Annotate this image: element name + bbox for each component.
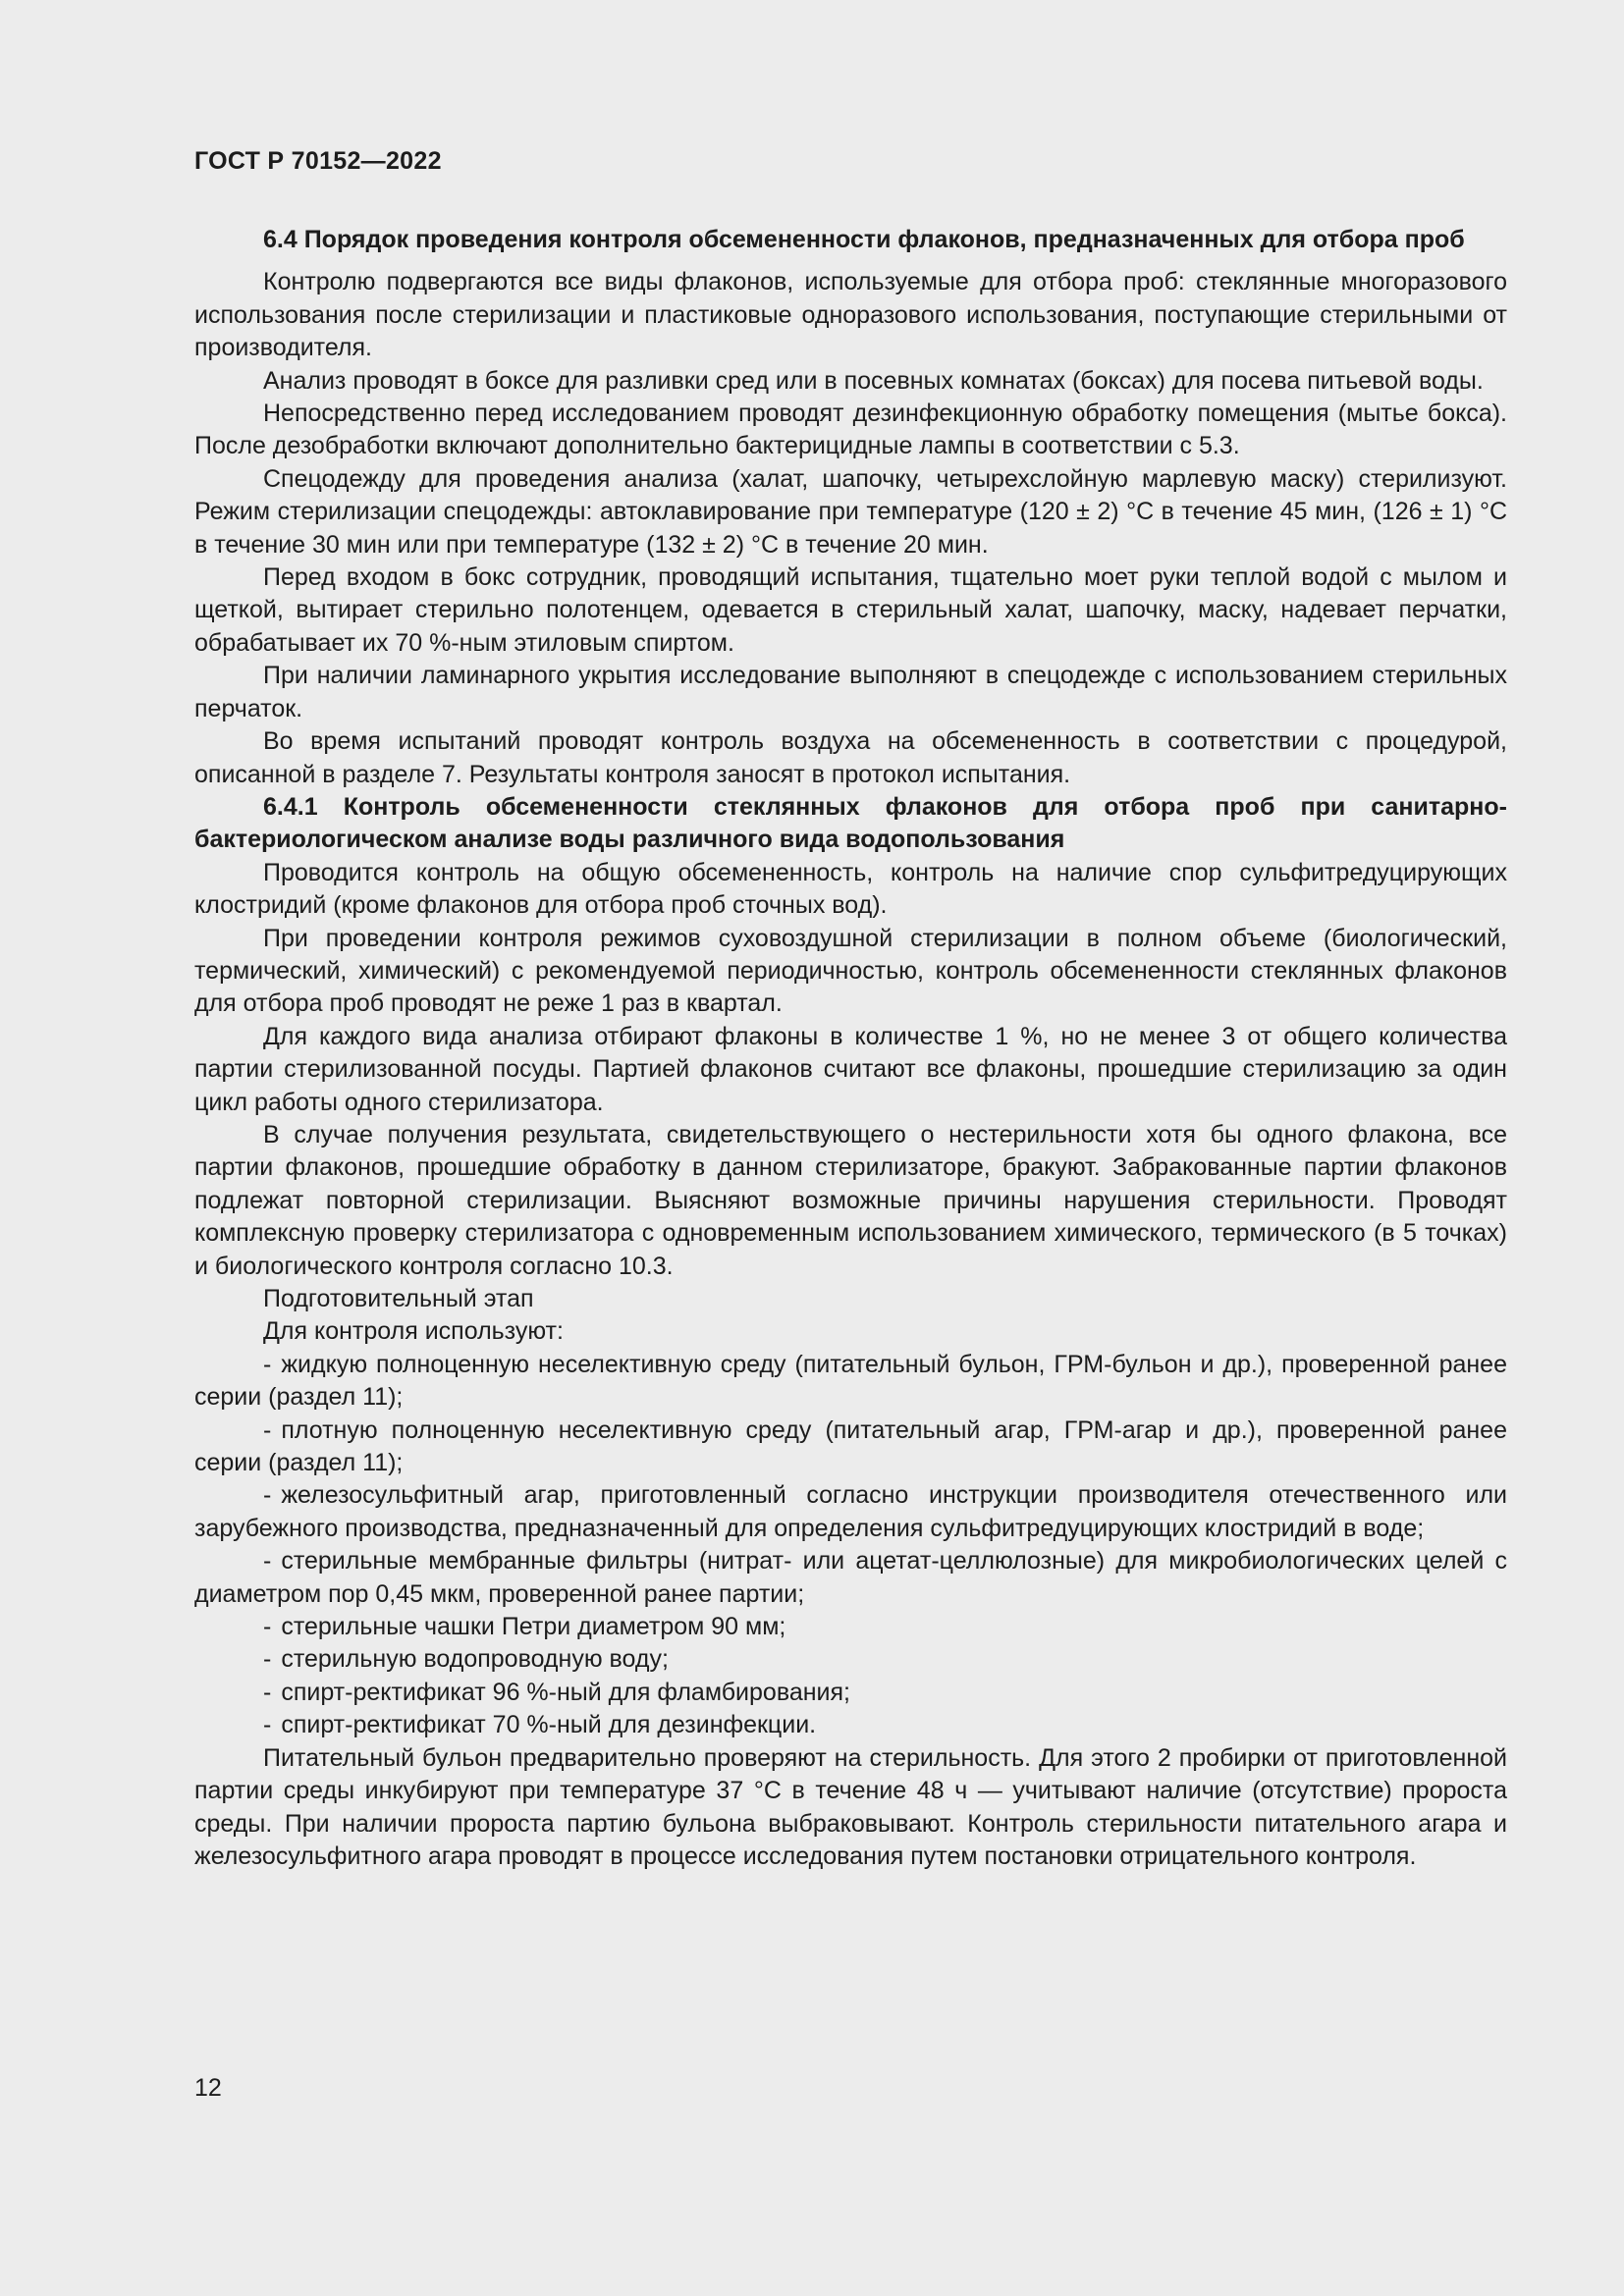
paragraph: Проводится контроль на общую обсемененность, контроль на наличие спор сульфитредуцирующих клостридий (кроме флаконов для отбора проб сточных вод). xyxy=(194,858,1507,920)
list-item-text: стерильные мембранные фильтры (нитрат- или ацетат-целлюлозные) для микробиологических целей с диаметром пор 0,45 мкм, проверенной ранее партии; xyxy=(194,1547,1507,1608)
list-item xyxy=(194,1349,1507,1415)
paragraph: В случае получения результата, свидетельствующего о нестерильности хотя бы одного флакона, все партии флаконов, прошедшие обработку в данном стерилизаторе, бракуют. Забракованные партии флаконов подлежат повторной стерилизации. Выясняют возможные причины нарушения стерильности. Проводят комплексную проверку стерилизатора с одновременным использованием химического, термического (в 5 точках) и биологического контроля согласно 10.3. xyxy=(194,1120,1507,1280)
page-content xyxy=(194,224,1507,1873)
list-item-text: стерильную водопроводную воду; xyxy=(281,1645,669,1674)
list-item xyxy=(194,1479,1507,1545)
prep-stage-label: Подготовительный этап xyxy=(263,1285,534,1312)
list-item xyxy=(194,1611,1507,1643)
dash-bullet: - xyxy=(263,1678,272,1706)
use-intro: Для контроля используют: xyxy=(263,1317,564,1346)
dash-bullet: - xyxy=(263,1547,272,1575)
list-item-text: спирт-ректификат 70 %-ный для дезинфекции. xyxy=(281,1711,817,1739)
paragraph: Перед входом в бокс сотрудник, проводящий испытания, тщательно моет руки теплой водой с мылом и щеткой, вытирает стерильно полотенцем, одевается в стерильный халат, шапочку, маску, надевает перчатки, обрабатывает их 70 %-ным этиловым спиртом. xyxy=(194,563,1507,657)
section-heading-6-4-1: 6.4.1 Контроль обсемененности стеклянных флаконов для отбора проб при санитарно-бактериологическом анализе воды различного вида водопользования xyxy=(194,792,1507,854)
paragraph: Для каждого вида анализа отбирают флаконы в количестве 1 %, но не менее 3 от общего количества партии стерилизованной посуды. Партией флаконов считают все флаконы, прошедшие стерилизацию за один цикл работы одного стерилизатора. xyxy=(194,1022,1507,1116)
list-item-text: жидкую полноценную неселективную среду (питательный бульон, ГРМ-бульон и др.), проверенной ранее серии (раздел 11); xyxy=(194,1350,1507,1412)
list-item xyxy=(194,1643,1507,1676)
list-item-text: железосульфитный агар, приготовленный согласно инструкции производителя отечественного или зарубежного производства, предназначенный для определения сульфитредуцирующих клостридий в воде; xyxy=(194,1481,1507,1542)
paragraph: Спецодежду для проведения анализа (халат, шапочку, четырехслойную марлевую маску) стерилизуют. Режим стерилизации спецодежды: автоклавирование при температуре (120 ± 2) °С в течение 45 мин, (126 ± 1) °С в течение 30 мин или при температуре (132 ± 2) °С в течение 20 мин. xyxy=(194,464,1507,559)
page-number: 12 xyxy=(194,2074,222,2102)
paragraph: Питательный бульон предварительно проверяют на стерильность. Для этого 2 пробирки от приготовленной партии среды инкубируют при температуре 37 °С в течение 48 ч — учитывают наличие (отсутствие) пророста среды. При наличии пророста партию бульона выбраковывают. Контроль стерильности питательного агара и железосульфитного агара проводят в процессе исследования путем постановки отрицательного контроля. xyxy=(194,1743,1507,1870)
list-item xyxy=(194,1415,1507,1480)
paragraph: При проведении контроля режимов суховоздушной стерилизации в полном объеме (биологический, термический, химический) с рекомендуемой периодичностью, контроль обсемененности стеклянных флаконов для отбора проб проводят не реже 1 раз в квартал. xyxy=(194,924,1507,1018)
list-item xyxy=(194,1677,1507,1709)
dash-bullet: - xyxy=(263,1645,272,1674)
paragraph: Контролю подвергаются все виды флаконов, используемые для отбора проб: стеклянные многоразового использования после стерилизации и пластиковые одноразового использования, поступающие стерильными от производителя. xyxy=(194,268,1507,362)
section-heading-6-4: 6.4 Порядок проведения контроля обсемененности флаконов, предназначенных для отбора проб xyxy=(263,226,1465,253)
paragraph: При наличии ламинарного укрытия исследование выполняют в спецодежде с использованием стерильных перчаток. xyxy=(194,662,1507,722)
paragraph: Непосредственно перед исследованием проводят дезинфекционную обработку помещения (мытье бокса). После дезобработки включают дополнительно бактерицидные лампы в соответствии с 5.3. xyxy=(194,400,1507,460)
list-item-text: спирт-ректификат 96 %-ный для фламбирования; xyxy=(281,1678,850,1706)
paragraph: Анализ проводят в боксе для разливки сред или в посевных комнатах (боксах) для посева питьевой воды. xyxy=(263,366,1484,395)
dash-bullet: - xyxy=(263,1711,272,1739)
paragraph: Во время испытаний проводят контроль воздуха на обсемененность в соответствии с процедурой, описанной в разделе 7. Результаты контроля заносят в протокол испытания. xyxy=(194,727,1507,788)
list-item-text: стерильные чашки Петри диаметром 90 мм; xyxy=(281,1613,786,1641)
list-item xyxy=(194,1545,1507,1611)
dash-bullet: - xyxy=(263,1613,272,1641)
document-code: ГОСТ Р 70152—2022 xyxy=(194,147,442,175)
dash-bullet: - xyxy=(263,1350,272,1378)
dash-bullet: - xyxy=(263,1481,272,1510)
list-item-text: плотную полноценную неселективную среду (питательный агар, ГРМ-агар и др.), проверенной ранее серии (раздел 11); xyxy=(194,1415,1507,1477)
dash-bullet: - xyxy=(263,1415,272,1444)
list-item xyxy=(194,1709,1507,1741)
